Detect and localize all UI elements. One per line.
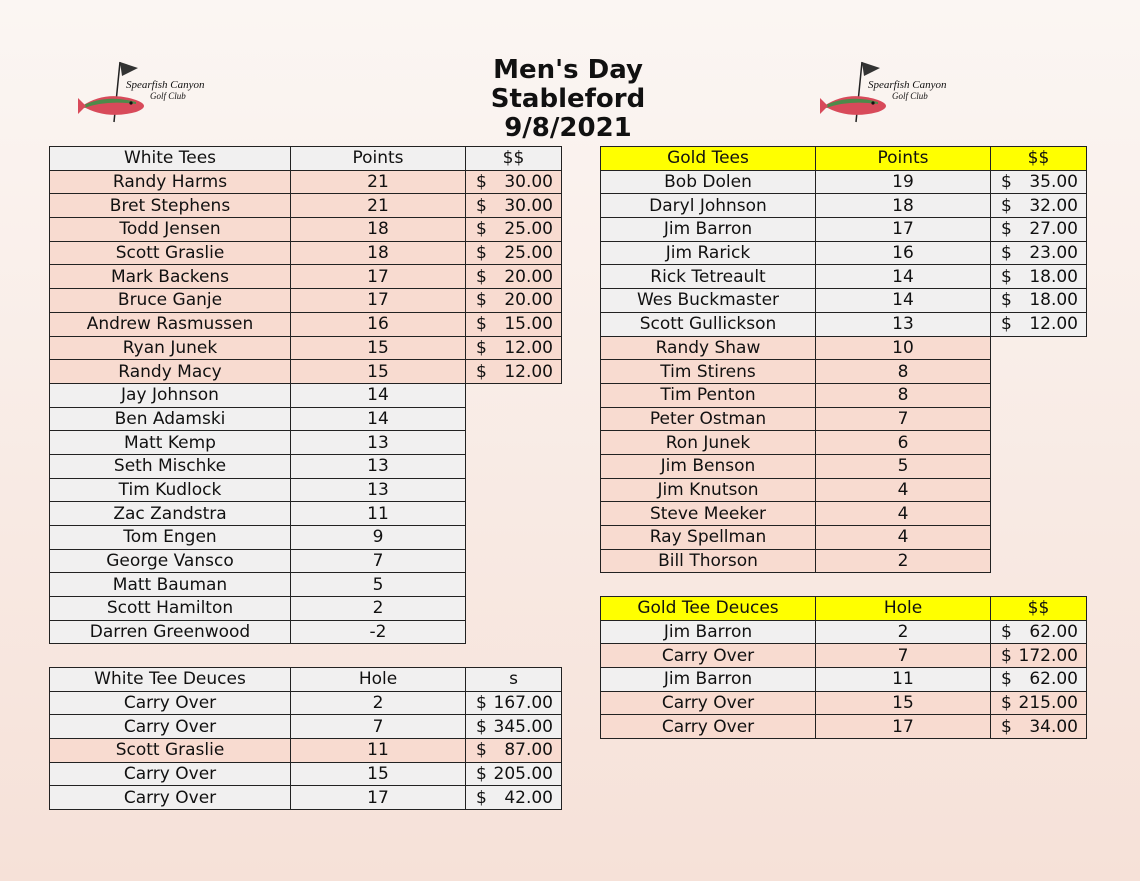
amount-value: 32.00 — [1029, 195, 1078, 216]
currency-symbol: $ — [1001, 219, 1012, 240]
player-name-cell: Carry Over — [50, 786, 291, 810]
table-row — [50, 431, 562, 455]
table-row — [601, 526, 1087, 550]
currency-symbol: $ — [476, 243, 487, 264]
table-row — [601, 407, 1087, 431]
table-row — [50, 691, 562, 715]
hole-cell: 15 — [816, 691, 991, 715]
points-cell: 8 — [816, 383, 991, 407]
table-row — [50, 739, 562, 763]
gold-deuces-table — [600, 596, 1087, 739]
player-name-cell: Jim Barron — [601, 218, 816, 242]
player-name-cell: Scott Hamilton — [50, 597, 291, 621]
table-row — [601, 336, 1087, 360]
table-row — [50, 502, 562, 526]
player-name-cell: Carry Over — [50, 715, 291, 739]
table-row — [50, 478, 562, 502]
empty-cell — [466, 478, 562, 502]
currency-symbol: $ — [1001, 645, 1012, 666]
payout-cell — [466, 289, 562, 313]
payout-cell — [466, 265, 562, 289]
amount-value: 20.00 — [504, 290, 553, 311]
points-cell: 4 — [816, 502, 991, 526]
empty-cell — [466, 573, 562, 597]
player-name-cell: Todd Jensen — [50, 218, 291, 242]
payout-cell — [466, 194, 562, 218]
player-name-cell: Steve Meeker — [601, 502, 816, 526]
amount-value: 12.00 — [504, 361, 553, 382]
points-cell: 7 — [291, 549, 466, 573]
amount-value: 12.00 — [504, 337, 553, 358]
points-cell: 13 — [291, 478, 466, 502]
points-cell: 17 — [816, 218, 991, 242]
points-cell: 4 — [816, 478, 991, 502]
table-row — [601, 312, 1087, 336]
points-cell: 13 — [816, 312, 991, 336]
club-logo-right — [818, 56, 958, 136]
currency-symbol: $ — [1001, 195, 1012, 216]
empty-cell — [466, 620, 562, 644]
player-name-cell: Seth Mischke — [50, 454, 291, 478]
payout-cell — [991, 644, 1087, 668]
header-cell: s — [466, 668, 562, 692]
payout-cell — [991, 218, 1087, 242]
amount-value: 345.00 — [493, 716, 553, 737]
points-cell: 14 — [291, 383, 466, 407]
player-name-cell: Randy Shaw — [601, 336, 816, 360]
amount-value: 62.00 — [1029, 669, 1078, 690]
amount-value: 30.00 — [504, 172, 553, 193]
currency-symbol: $ — [476, 314, 487, 335]
club-logo-left — [76, 56, 216, 136]
amount-value: 12.00 — [1029, 314, 1078, 335]
player-name-cell: Carry Over — [50, 691, 291, 715]
currency-symbol: $ — [476, 361, 487, 382]
empty-cell — [991, 478, 1087, 502]
amount-value: 172.00 — [1018, 645, 1078, 666]
table-row — [50, 454, 562, 478]
points-cell: 18 — [291, 218, 466, 242]
table-row — [601, 360, 1087, 384]
currency-symbol: $ — [1001, 669, 1012, 690]
payout-cell — [466, 691, 562, 715]
empty-cell — [991, 549, 1087, 573]
table-row — [601, 454, 1087, 478]
payout-cell — [466, 739, 562, 763]
header-cell: Points — [816, 147, 991, 171]
player-name-cell: Carry Over — [601, 715, 816, 739]
empty-cell — [991, 383, 1087, 407]
empty-cell — [466, 383, 562, 407]
amount-value: 34.00 — [1029, 716, 1078, 737]
hole-cell: 2 — [291, 691, 466, 715]
table-row — [50, 241, 562, 265]
amount-value: 42.00 — [504, 787, 553, 808]
page-title — [468, 56, 668, 143]
header-cell: White Tee Deuces — [50, 668, 291, 692]
table-row — [601, 265, 1087, 289]
title-line-2: Stableford — [490, 84, 646, 114]
table-row — [601, 715, 1087, 739]
table-row — [50, 407, 562, 431]
table-row — [601, 194, 1087, 218]
header-cell: $$ — [991, 597, 1087, 621]
amount-value: 30.00 — [504, 195, 553, 216]
player-name-cell: Carry Over — [601, 644, 816, 668]
table-row — [50, 218, 562, 242]
payout-cell — [991, 194, 1087, 218]
payout-cell — [991, 715, 1087, 739]
gold-tees-table — [600, 146, 1087, 573]
table-row — [50, 170, 562, 194]
header-cell: Gold Tee Deuces — [601, 597, 816, 621]
points-cell: 9 — [291, 526, 466, 550]
empty-cell — [991, 431, 1087, 455]
points-cell: 7 — [816, 407, 991, 431]
empty-cell — [991, 502, 1087, 526]
currency-symbol: $ — [476, 172, 487, 193]
player-name-cell: Wes Buckmaster — [601, 289, 816, 313]
table-header-row — [50, 668, 562, 692]
table-row — [50, 194, 562, 218]
table-row — [50, 620, 562, 644]
hole-cell: 2 — [816, 620, 991, 644]
amount-value: 18.00 — [1029, 290, 1078, 311]
currency-symbol: $ — [1001, 622, 1012, 643]
currency-symbol: $ — [476, 337, 487, 358]
hole-cell: 11 — [816, 668, 991, 692]
player-name-cell: Carry Over — [50, 762, 291, 786]
currency-symbol: $ — [476, 787, 487, 808]
payout-cell — [466, 360, 562, 384]
empty-cell — [466, 526, 562, 550]
player-name-cell: Randy Macy — [50, 360, 291, 384]
player-name-cell: Randy Harms — [50, 170, 291, 194]
title-line-1: Men's Day — [493, 55, 643, 85]
amount-value: 35.00 — [1029, 172, 1078, 193]
currency-symbol: $ — [1001, 243, 1012, 264]
points-cell: 8 — [816, 360, 991, 384]
points-cell: 6 — [816, 431, 991, 455]
player-name-cell: Rick Tetreault — [601, 265, 816, 289]
points-cell: 21 — [291, 170, 466, 194]
points-cell: 18 — [816, 194, 991, 218]
payout-cell — [466, 715, 562, 739]
title-line-3: 9/8/2021 — [504, 113, 632, 143]
header-cell: Hole — [291, 668, 466, 692]
points-cell: -2 — [291, 620, 466, 644]
player-name-cell: Tim Penton — [601, 383, 816, 407]
points-cell: 17 — [291, 265, 466, 289]
points-cell: 14 — [816, 265, 991, 289]
svg-text:Golf Club: Golf Club — [150, 91, 186, 101]
currency-symbol: $ — [476, 195, 487, 216]
table-row — [50, 289, 562, 313]
points-cell: 15 — [291, 360, 466, 384]
payout-cell — [991, 265, 1087, 289]
hole-cell: 15 — [291, 762, 466, 786]
payout-cell — [991, 170, 1087, 194]
points-cell: 13 — [291, 431, 466, 455]
player-name-cell: Jim Barron — [601, 668, 816, 692]
payout-cell — [466, 786, 562, 810]
currency-symbol: $ — [476, 219, 487, 240]
player-name-cell: Scott Graslie — [50, 241, 291, 265]
payout-cell — [466, 241, 562, 265]
player-name-cell: Matt Bauman — [50, 573, 291, 597]
svg-text:Spearfish Canyon: Spearfish Canyon — [868, 79, 947, 91]
payout-cell — [991, 691, 1087, 715]
amount-value: 25.00 — [504, 219, 553, 240]
points-cell: 15 — [291, 336, 466, 360]
currency-symbol: $ — [1001, 693, 1012, 714]
empty-cell — [991, 360, 1087, 384]
hole-cell: 7 — [816, 644, 991, 668]
player-name-cell: Tom Engen — [50, 526, 291, 550]
player-name-cell: Carry Over — [601, 691, 816, 715]
points-cell: 5 — [291, 573, 466, 597]
empty-cell — [991, 454, 1087, 478]
player-name-cell: Bruce Ganje — [50, 289, 291, 313]
table-row — [601, 170, 1087, 194]
amount-value: 20.00 — [504, 266, 553, 287]
amount-value: 215.00 — [1018, 693, 1078, 714]
table-row — [50, 383, 562, 407]
header-cell: $$ — [991, 147, 1087, 171]
white-tees-table — [49, 146, 562, 644]
player-name-cell: Matt Kemp — [50, 431, 291, 455]
points-cell: 14 — [291, 407, 466, 431]
payout-cell — [466, 170, 562, 194]
table-row — [601, 549, 1087, 573]
table-row — [50, 786, 562, 810]
table-row — [50, 549, 562, 573]
currency-symbol: $ — [1001, 266, 1012, 287]
player-name-cell: Ron Junek — [601, 431, 816, 455]
table-row — [601, 241, 1087, 265]
header-cell: Gold Tees — [601, 147, 816, 171]
player-name-cell: Scott Gullickson — [601, 312, 816, 336]
amount-value: 25.00 — [504, 243, 553, 264]
player-name-cell: Jim Rarick — [601, 241, 816, 265]
fish-flag-icon — [76, 56, 216, 136]
table-row — [601, 478, 1087, 502]
points-cell: 18 — [291, 241, 466, 265]
header-cell: $$ — [466, 147, 562, 171]
points-cell: 4 — [816, 526, 991, 550]
empty-cell — [991, 336, 1087, 360]
currency-symbol: $ — [476, 716, 487, 737]
player-name-cell: Jay Johnson — [50, 383, 291, 407]
amount-value: 87.00 — [504, 740, 553, 761]
table-header-row — [601, 597, 1087, 621]
points-cell: 5 — [816, 454, 991, 478]
payout-cell — [466, 762, 562, 786]
payout-cell — [466, 218, 562, 242]
player-name-cell: Bob Dolen — [601, 170, 816, 194]
payout-cell — [991, 620, 1087, 644]
player-name-cell: Tim Kudlock — [50, 478, 291, 502]
table-row — [601, 620, 1087, 644]
currency-symbol: $ — [1001, 716, 1012, 737]
table-row — [50, 265, 562, 289]
empty-cell — [466, 502, 562, 526]
player-name-cell: Bill Thorson — [601, 549, 816, 573]
player-name-cell: Darren Greenwood — [50, 620, 291, 644]
empty-cell — [991, 526, 1087, 550]
table-row — [50, 573, 562, 597]
currency-symbol: $ — [476, 693, 487, 714]
table-row — [601, 668, 1087, 692]
points-cell: 13 — [291, 454, 466, 478]
currency-symbol: $ — [476, 266, 487, 287]
table-row — [50, 597, 562, 621]
header-cell: Points — [291, 147, 466, 171]
amount-value: 15.00 — [504, 314, 553, 335]
points-cell: 2 — [816, 549, 991, 573]
header-cell: Hole — [816, 597, 991, 621]
payout-cell — [466, 336, 562, 360]
svg-text:Spearfish Canyon: Spearfish Canyon — [126, 79, 205, 91]
amount-value: 27.00 — [1029, 219, 1078, 240]
points-cell: 21 — [291, 194, 466, 218]
amount-value: 18.00 — [1029, 266, 1078, 287]
player-name-cell: Jim Knutson — [601, 478, 816, 502]
payout-cell — [991, 668, 1087, 692]
white-deuces-table — [49, 667, 562, 810]
player-name-cell: Daryl Johnson — [601, 194, 816, 218]
player-name-cell: Scott Graslie — [50, 739, 291, 763]
svg-text:Golf Club: Golf Club — [892, 91, 928, 101]
player-name-cell: Ben Adamski — [50, 407, 291, 431]
player-name-cell: Bret Stephens — [50, 194, 291, 218]
points-cell: 16 — [816, 241, 991, 265]
table-row — [50, 526, 562, 550]
amount-value: 62.00 — [1029, 622, 1078, 643]
player-name-cell: Peter Ostman — [601, 407, 816, 431]
payout-cell — [466, 312, 562, 336]
table-row — [601, 644, 1087, 668]
table-row — [601, 289, 1087, 313]
currency-symbol: $ — [476, 740, 487, 761]
currency-symbol: $ — [476, 764, 487, 785]
table-row — [601, 383, 1087, 407]
table-row — [50, 715, 562, 739]
empty-cell — [466, 431, 562, 455]
table-header-row — [601, 147, 1087, 171]
payout-cell — [991, 241, 1087, 265]
hole-cell: 7 — [291, 715, 466, 739]
currency-symbol: $ — [1001, 290, 1012, 311]
player-name-cell: Jim Barron — [601, 620, 816, 644]
payout-cell — [991, 312, 1087, 336]
player-name-cell: Zac Zandstra — [50, 502, 291, 526]
points-cell: 2 — [291, 597, 466, 621]
empty-cell — [466, 454, 562, 478]
points-cell: 16 — [291, 312, 466, 336]
hole-cell: 11 — [291, 739, 466, 763]
payout-cell — [991, 289, 1087, 313]
amount-value: 23.00 — [1029, 243, 1078, 264]
currency-symbol: $ — [476, 290, 487, 311]
hole-cell: 17 — [291, 786, 466, 810]
hole-cell: 17 — [816, 715, 991, 739]
player-name-cell: Mark Backens — [50, 265, 291, 289]
table-row — [601, 218, 1087, 242]
points-cell: 11 — [291, 502, 466, 526]
empty-cell — [466, 407, 562, 431]
player-name-cell: Tim Stirens — [601, 360, 816, 384]
currency-symbol: $ — [1001, 314, 1012, 335]
points-cell: 10 — [816, 336, 991, 360]
table-row — [601, 431, 1087, 455]
currency-symbol: $ — [1001, 172, 1012, 193]
amount-value: 167.00 — [493, 693, 553, 714]
table-row — [601, 502, 1087, 526]
table-header-row — [50, 147, 562, 171]
points-cell: 19 — [816, 170, 991, 194]
empty-cell — [466, 597, 562, 621]
amount-value: 205.00 — [493, 764, 553, 785]
points-cell: 14 — [816, 289, 991, 313]
header-cell: White Tees — [50, 147, 291, 171]
points-cell: 17 — [291, 289, 466, 313]
fish-flag-icon — [818, 56, 958, 136]
empty-cell — [466, 549, 562, 573]
player-name-cell: Ryan Junek — [50, 336, 291, 360]
table-row — [50, 762, 562, 786]
table-row — [50, 360, 562, 384]
table-row — [601, 691, 1087, 715]
player-name-cell: Ray Spellman — [601, 526, 816, 550]
player-name-cell: Jim Benson — [601, 454, 816, 478]
empty-cell — [991, 407, 1087, 431]
player-name-cell: George Vansco — [50, 549, 291, 573]
table-row — [50, 312, 562, 336]
table-row — [50, 336, 562, 360]
player-name-cell: Andrew Rasmussen — [50, 312, 291, 336]
